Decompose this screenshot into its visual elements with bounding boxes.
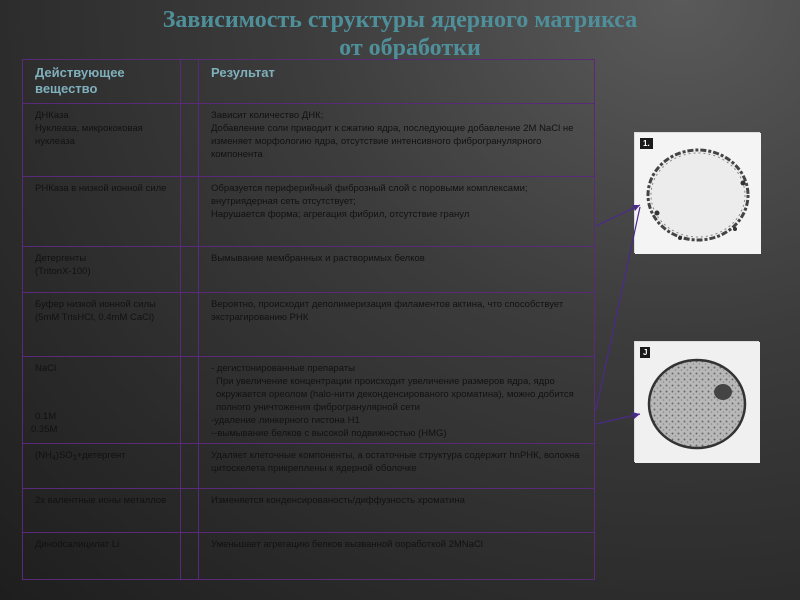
agent-cell: РНКаза в низкой ионной силе [23, 176, 181, 246]
slide-title [0, 6, 800, 62]
header-agent: Действующее вещество [23, 60, 181, 104]
micrograph-nacl [634, 341, 759, 462]
agent-nacl-conc2: 0.35M [31, 423, 58, 435]
agent-nacl-conc1: 0.1M [35, 410, 57, 422]
nucleus-textured-image [635, 342, 760, 463]
table-header-row [23, 60, 595, 104]
result-cell: Вымывание мембранных и растворимых белков [199, 246, 595, 292]
agent-cell: $(NH_4)SO_3+детергент$ [23, 443, 181, 488]
agent-cell: 2х валентные ионы металлов [23, 488, 181, 533]
agent-cell: Буфер низкой ионной силы (5mM TrisHCl, 0.4mM CaCl) [23, 292, 181, 356]
result-line: --вымывание белков с высокой подвижностью (HMG) [211, 427, 447, 439]
table-row [23, 356, 595, 443]
table-row [23, 103, 595, 176]
result-cell: Изменяется конденсированость/диффузность хроматина [199, 488, 595, 533]
photo2-label: J [640, 347, 650, 358]
nucleus-ring-image [635, 133, 761, 254]
agent-cell: Детергенты (TritonX-100) [23, 246, 181, 292]
result-cell: Уменьшает агрегацию белков вызванной ооработкой 2МNaCl [199, 533, 595, 580]
photo1-label: 1. [640, 138, 653, 149]
table-row [23, 176, 595, 246]
table-row [23, 443, 595, 488]
agent-cell: Диноdсалицилат Li [23, 533, 181, 580]
agent-cell-nacl [23, 356, 181, 443]
title-line-2: от обработки [339, 35, 481, 61]
result-cell: Образуется периферийный фиброзный слой с поровыми комплексами; внутриядерная сеть отсутствует; Нарушается форма; агрегация фибрил, отсутствие гранул [199, 176, 595, 246]
header-result: Результат [199, 60, 595, 104]
table-row [23, 488, 595, 533]
table-row [23, 246, 595, 292]
result-line: - дегистонированные препараты [211, 362, 355, 374]
table-row [23, 292, 595, 356]
result-cell: Зависит количество ДНК; Добавление соли приводит к сжатию ядра, последующие добавление 2М NaCl не изменяет морфологию ядра, отсутствие интенсивного фиброгранулярного компонента [199, 103, 595, 176]
result-line: При увеличение концентрации происходит увеличение размеров ядра, ядро окружается ореолом (halo-нити деконденсированого хроматина), можно добится полного уничтожения фиброгранулярной сети [216, 375, 574, 413]
agent-cell: ДНКаза Нуклеаза, микрококовая нуклеаза [23, 103, 181, 176]
result-cell: Вероятно, происходит деполимеризация филаментов актина, что способствует экстрагированию РНК [199, 292, 595, 356]
result-cell [199, 356, 595, 443]
treatment-table [22, 59, 595, 580]
micrograph-rnase [634, 132, 760, 253]
agent-nacl-label: NaCl [35, 362, 57, 374]
title-line-1: Зависимость структуры ядерного матрикса [162, 7, 638, 33]
result-line: -удаление линкерного гистона Н1 [211, 414, 360, 426]
table-row [23, 533, 595, 580]
result-cell: Удаляет клеточные компоненты, а остаточные структура содержит hnРНК, волокна цитоскелета прикреплены к ядерной оболочке [199, 443, 595, 488]
